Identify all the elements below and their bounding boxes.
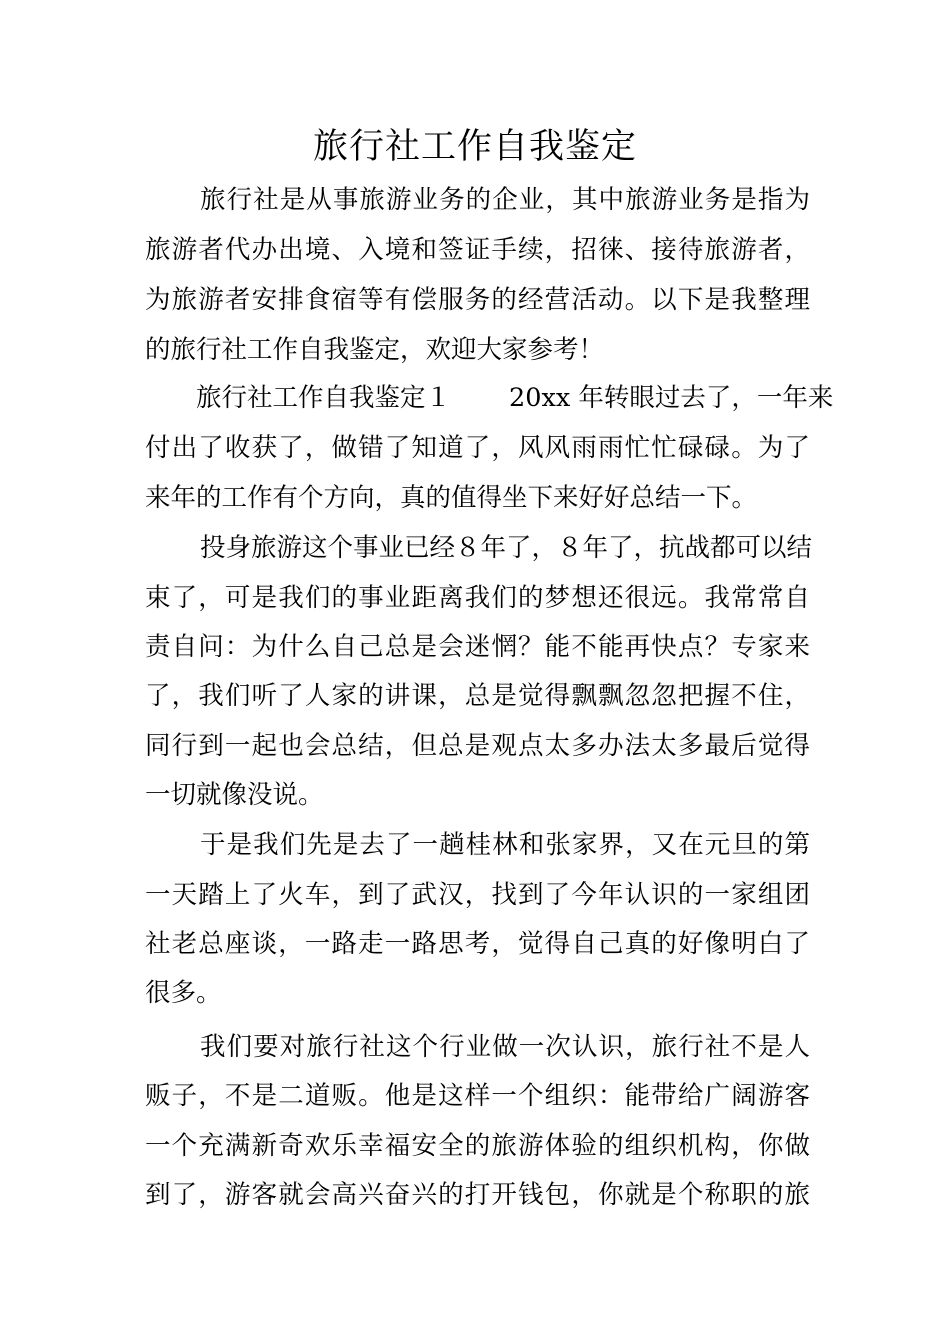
paragraph-3-line-6: 一切就像没说。 (145, 780, 324, 810)
paragraph-4-line-3: 社老总座谈，一路走一路思考，觉得自己真的好像明白了 (145, 929, 810, 959)
document-title: 旅行社工作自我鉴定 (312, 127, 637, 167)
paragraph-4-line-1: 于是我们先是去了一趟桂林和张家界，又在元旦的第 (200, 830, 810, 860)
paragraph-2-line-1-text: 20xx 年转眼过去了，一年来 (509, 383, 834, 413)
paragraph-2-line-2: 付出了收获了，做错了知道了，风风雨雨忙忙碌碌。为了 (145, 433, 810, 463)
paragraph-4-line-2: 一天踏上了火车，到了武汉，找到了今年认识的一家组团 (145, 880, 810, 910)
paragraph-5-line-1: 我们要对旅行社这个行业做一次认识，旅行社不是人 (200, 1032, 810, 1062)
paragraph-1-line-1: 旅行社是从事旅游业务的企业，其中旅游业务是指为 (200, 185, 810, 215)
paragraph-3-line-5: 同行到一起也会总结，但总是观点太多办法太多最后觉得 (145, 731, 810, 761)
paragraph-5-line-2: 贩子，不是二道贩。他是这样一个组织：能带给广阔游客 (145, 1081, 810, 1111)
paragraph-1-line-4: 的旅行社工作自我鉴定，欢迎大家参考！ (145, 335, 605, 365)
paragraph-4-line-4: 很多。 (145, 978, 222, 1008)
paragraph-3-line-1: 投身旅游这个事业已经８年了，８年了，抗战都可以结 (200, 533, 813, 563)
paragraph-5-line-3: 一个充满新奇欢乐幸福安全的旅游体验的组织机构，你做 (145, 1131, 810, 1161)
paragraph-5-line-4: 到了，游客就会高兴奋兴的打开钱包，你就是个称职的旅 (145, 1180, 810, 1210)
section-heading: 旅行社工作自我鉴定１ (196, 383, 452, 413)
paragraph-1-line-3: 为旅游者安排食宿等有偿服务的经营活动。以下是我整理 (145, 285, 810, 315)
paragraph-2-line-1 (196, 373, 834, 423)
paragraph-2-line-3: 来年的工作有个方向，真的值得坐下来好好总结一下。 (145, 483, 758, 513)
paragraph-3-line-3: 责自问：为什么自己总是会迷惘？能不能再快点？专家来 (145, 632, 810, 662)
paragraph-3-line-2: 束了，可是我们的事业距离我们的梦想还很远。我常常自 (145, 583, 810, 613)
paragraph-3-line-4: 了，我们听了人家的讲课，总是觉得飘飘忽忽把握不住， (145, 681, 810, 711)
paragraph-1-line-2: 旅游者代办出境、入境和签证手续，招徕、接待旅游者， (145, 235, 810, 265)
